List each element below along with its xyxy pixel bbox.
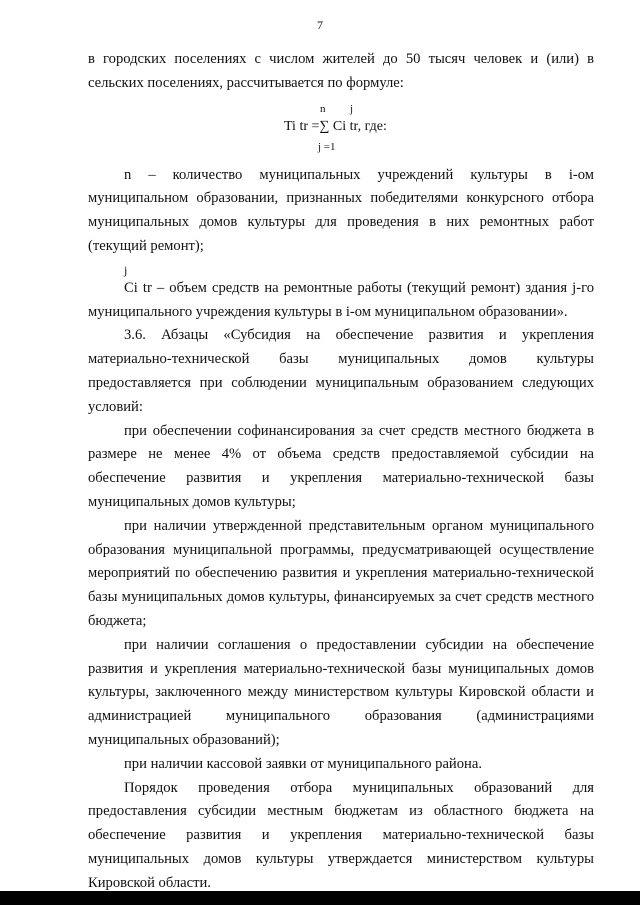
paragraph-selection-order: Порядок проведения отбора муниципальных образований для предоставления субсидии местным бюджетам из областного бюджета на обеспечение развития и укрепления материально-технической базы муниципальных домов культуры утверждается министерством культуры Кировской области. (88, 779, 594, 891)
document-body (88, 48, 594, 896)
paragraph-n-definition: n – количество муниципальных учреждений культуры в i-ом муниципальном образовании, признанных победителями конкурсного отбора муниципальных домов культуры для проведения в них ремонтных работ (текущий ремонт); (88, 166, 594, 254)
formula-upper-limit: n (320, 102, 326, 115)
formula-lower-limit: j =1 (318, 140, 336, 153)
scan-bottom-border (0, 891, 640, 905)
paragraph-ci-definition: Ci tr – объем средств на ремонтные работы (текущий ремонт) здания j-го муниципального учреждения культуры в i-ом муниципальном образовании». (88, 279, 594, 320)
paragraph-3-6: 3.6. Абзацы «Субсидия на обеспечение развития и укрепления материально-технической базы муниципальных домов культуры предоставляется при соблюдении муниципальным образованием следующих условий: (88, 327, 594, 415)
ci-superscript-j: j (124, 262, 128, 277)
paragraph-formula-intro: в городских поселениях с числом жителей до 50 тысяч человек и (или) в сельских поселениях, рассчитывается по формуле: (88, 51, 594, 91)
paragraph-condition-cash-request: при наличии кассовой заявки от муниципального района. (124, 755, 482, 772)
paragraph-condition-agreement: при наличии соглашения о предоставлении субсидии на обеспечение развития и укрепления материально-технической базы муниципальных домов культуры, заключенного между министерством культуры Кировской области и администрацией муниципального образования (администрациями муниципальных образований); (88, 636, 594, 748)
page-number: 7 (317, 18, 323, 32)
formula (88, 96, 594, 164)
formula-superscript-j: j (350, 102, 354, 115)
formula-main: Ti tr =∑ Ci tr, где: (284, 118, 387, 134)
paragraph-condition-cofinancing: при обеспечении софинансирования за счет средств местного бюджета в размере не менее 4% от объема средств предоставляемой субсидии на обеспечение развития и укрепления материально-технической базы муниципальных домов культуры; (88, 422, 594, 510)
paragraph-condition-program: при наличии утвержденной представительным органом муниципального образования муниципальной программы, предусматривающей осуществление мероприятий по обеспечению развития и укрепления материально-технической базы муниципальных домов культуры, финансируемых за счет средств местного бюджета; (88, 517, 594, 629)
